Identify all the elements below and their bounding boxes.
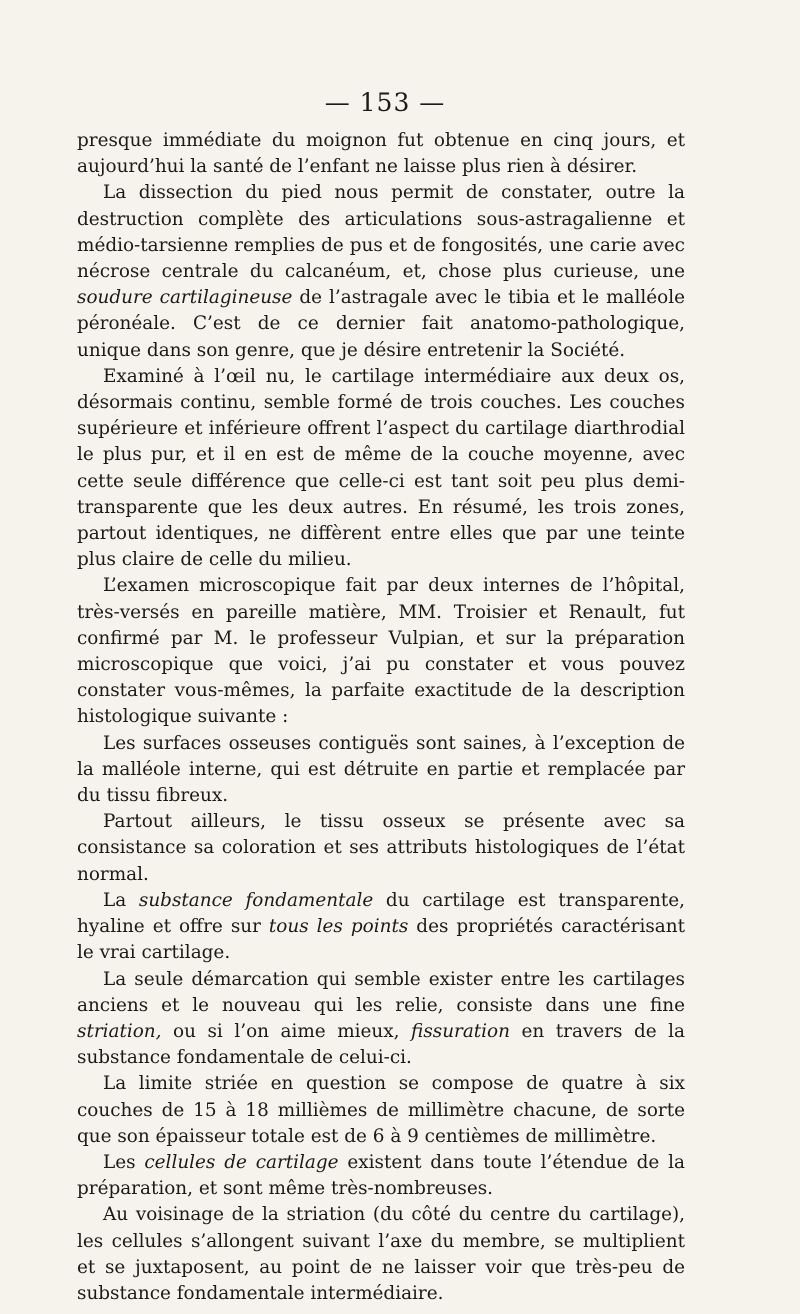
italic-run: striation, [77, 1020, 162, 1042]
paragraph [77, 888, 685, 967]
body-text [77, 128, 685, 1307]
paragraph [77, 1150, 685, 1202]
text-run: du cartilage est transparente, hyaline et offre sur [77, 889, 685, 938]
text-run: Examiné à l’œil nu, le cartilage intermédiaire aux deux os, désormais continu, semble formé de trois couches. Les couches supérieure et inférieure offrent l’aspect du cartilage diarthrodial le plus pur, et il en est de même de la couche moyenne, avec cette seule différence que celle-ci est tant soit peu plus demi-transparente que les deux autres. En résumé, les trois zones, partout identiques, ne diffèrent entre elles que par une teinte plus claire de celle du milieu. [77, 365, 685, 571]
paragraph [77, 364, 685, 574]
italic-run: substance fondamentale [138, 889, 374, 911]
text-run: Les [103, 1151, 145, 1173]
text-run: La limite striée en question se compose de quatre à six couches de 15 à 18 millièmes de millimètre chacune, de sorte que son épaisseur totale est de 6 à 9 centièmes de millimètre. [77, 1073, 685, 1147]
text-run: Au voisinage de la striation (du côté du centre du cartilage), les cellules s’allongent suivant l’axe du membre, se multiplient et se juxtaposent, au point de ne laisser voir que très-peu de substance fondamentale intermédiaire. [77, 1204, 685, 1304]
italic-run: cellules de cartilage [144, 1151, 339, 1173]
italic-run: soudure cartilagineuse [77, 287, 293, 309]
text-run: L’examen microscopique fait par deux internes de l’hôpital, très-versés en pareille matière, MM. Troisier et Renault, fut confirmé par M. le professeur Vulpian, et sur la préparation microscopique que voici, j’ai pu constater et vous pouvez constater vous-mêmes, la parfaite exactitude de la description histologique suivante : [77, 575, 685, 728]
text-run: Les surfaces osseuses contiguës sont saines, à l’exception de la malléole interne, qui est détruite en partie et remplacée par du tissu fibreux. [77, 732, 685, 807]
text-run: presque immédiate du moignon fut obtenue en cinq jours, et aujourd’hui la santé de l’enfant ne laisse plus rien à désirer. [77, 130, 685, 178]
text-run: ou si l’on aime mieux, [161, 1020, 412, 1042]
paragraph [77, 731, 685, 810]
text-run: existent dans toute l’étendue de la préparation, et sont même très-nombreuses. [77, 1151, 685, 1200]
text-run: de l’astragale avec le tibia et le malléole péronéale. C’est de ce dernier fait anatomo-pathologique, unique dans son genre, que je désire entretenir la Société. [77, 287, 685, 361]
text-run: en travers de la substance fondamentale de celui-ci. [77, 1020, 686, 1069]
paragraph [77, 1071, 685, 1150]
paragraph [77, 573, 685, 730]
text-run: La [103, 889, 139, 911]
text-run: Partout ailleurs, le tissu osseux se présente avec sa consistance sa coloration et ses attributs histologiques de l’état normal. [77, 811, 685, 885]
paragraph [77, 1202, 685, 1307]
italic-run: fissuration [411, 1020, 510, 1042]
paragraph [77, 180, 685, 363]
text-run: La dissection du pied nous permit de constater, outre la destruction complète des articulations sous-astragalienne et médio-tarsienne remplies de pus et de fongosités, une carie avec nécrose centrale du calcanéum, et, chose plus curieuse, une [77, 182, 685, 283]
paragraph [77, 809, 685, 888]
paragraph [77, 967, 685, 1072]
text-run: La seule démarcation qui semble exister entre les cartilages anciens et le nouveau qui les relie, consiste dans une fine [77, 968, 685, 1016]
paragraph [77, 128, 685, 180]
text-run: des propriétés caractérisant le vrai cartilage. [77, 916, 685, 964]
italic-run: tous les points [268, 916, 409, 938]
page-number: — 153 — [324, 88, 446, 117]
